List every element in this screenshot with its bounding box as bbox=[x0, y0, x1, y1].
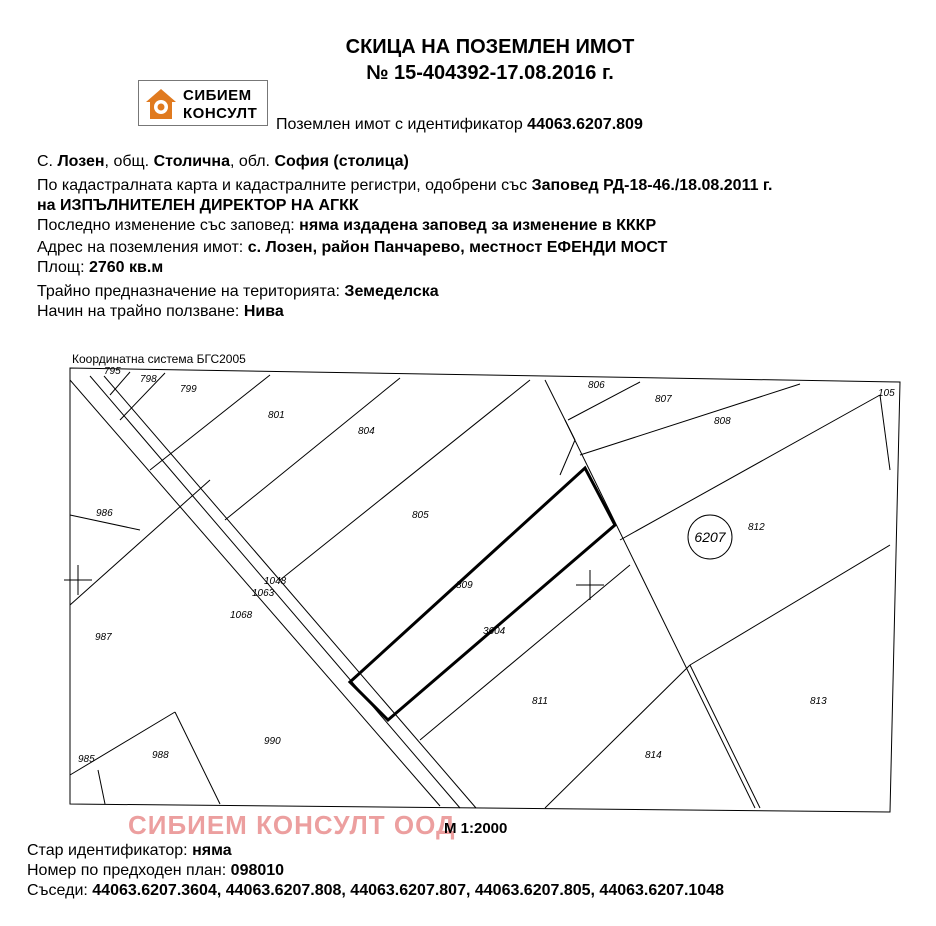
neighbors-value: 44063.6207.3604, 44063.6207.808, 44063.6207.807, 44063.6207.805, 44063.6207.1048 bbox=[92, 882, 724, 899]
region: София (столица) bbox=[274, 153, 409, 170]
region-prefix: , обл. bbox=[229, 153, 270, 170]
coordinate-system: Координатна система БГС2005 bbox=[72, 352, 246, 366]
parcel-label-804: 804 bbox=[358, 426, 375, 437]
old-id-label: Стар идентификатор: bbox=[27, 842, 188, 859]
subject-parcel-809 bbox=[350, 468, 615, 720]
purpose-label: Трайно предназначение на територията: bbox=[37, 283, 340, 300]
sheet-label: 6207 bbox=[694, 529, 726, 545]
parcel-label-806: 806 bbox=[588, 380, 605, 391]
logo-line-2: КОНСУЛТ bbox=[183, 105, 258, 122]
parcel-label-813: 813 bbox=[810, 696, 827, 707]
parcel-label-807: 807 bbox=[655, 394, 672, 405]
prev-plan-value: 098010 bbox=[230, 862, 285, 879]
parcel-label-1048: 1048 bbox=[264, 576, 287, 587]
parcel-label-809: 809 bbox=[456, 580, 473, 591]
address-value: с. Лозен, район Панчарево, местност ЕФЕНДИ МОСТ bbox=[247, 239, 668, 256]
old-id-value: няма bbox=[192, 842, 232, 859]
municipality: Столична bbox=[153, 153, 230, 170]
last-change-label: Последно изменение със заповед: bbox=[37, 217, 295, 234]
parcel-label-988: 988 bbox=[152, 750, 169, 761]
parcel-label-985: 985 bbox=[78, 754, 95, 765]
parcel-label-990: 990 bbox=[264, 736, 281, 747]
usage-value: Нива bbox=[243, 303, 284, 320]
area-value: 2760 кв.м bbox=[88, 259, 164, 276]
logo-line-1: СИБИЕМ bbox=[183, 87, 252, 104]
purpose-value: Земеделска bbox=[344, 283, 439, 300]
parcel-label-3604: 3604 bbox=[483, 626, 506, 637]
parcel-label-805: 805 bbox=[412, 510, 429, 521]
old-identifier-line bbox=[27, 842, 232, 860]
order-value: Заповед РД-18-46./18.08.2011 г. bbox=[531, 177, 773, 194]
order-issuer-text: на ИЗПЪЛНИТЕЛЕН ДИРЕКТОР НА АГКК bbox=[37, 197, 359, 214]
parcel-label-811: 811 bbox=[532, 696, 548, 707]
document-number: № 15-404392-17.08.2016 г. bbox=[366, 62, 614, 84]
map-scale: М 1:2000 bbox=[444, 820, 508, 837]
parcel-label-799: 799 bbox=[180, 384, 197, 395]
parcel-label-795: 795 bbox=[104, 366, 121, 377]
address-label: Адрес на поземления имот: bbox=[37, 239, 244, 256]
road-edge-3 bbox=[104, 376, 476, 808]
neighbors-line bbox=[27, 882, 724, 900]
previous-plan-line bbox=[27, 862, 284, 880]
neighbors-label: Съседи: bbox=[27, 882, 88, 899]
order-text: По кадастралната карта и кадастралните регистри, одобрени със bbox=[37, 177, 528, 194]
parcel-label-812: 812 bbox=[748, 522, 765, 533]
location-prefix: С. bbox=[37, 153, 53, 170]
identifier-label: Поземлен имот с идентификатор bbox=[276, 116, 523, 133]
parcel-label-801: 801 bbox=[268, 410, 285, 421]
prev-plan-label: Номер по предходен план: bbox=[27, 862, 227, 879]
municipality-prefix: , общ. bbox=[104, 153, 150, 170]
parcel-label-105: 105 bbox=[878, 388, 895, 399]
parcel-label-986: 986 bbox=[96, 508, 113, 519]
parcel-label-987: 987 bbox=[95, 632, 112, 643]
parcel-label-814: 814 bbox=[645, 750, 662, 761]
watermark: СИБИЕМ КОНСУЛТ ООД bbox=[128, 810, 456, 840]
parcel-label-808: 808 bbox=[714, 416, 731, 427]
area-label: Площ: bbox=[37, 259, 85, 276]
parcel-label-1068: 1068 bbox=[230, 610, 253, 621]
document-title: СКИЦА НА ПОЗЕМЛЕН ИМОТ bbox=[345, 36, 635, 58]
village: Лозен bbox=[57, 153, 105, 170]
last-change-value: няма издадена заповед за изменение в КККР bbox=[299, 217, 657, 234]
usage-label: Начин на трайно ползване: bbox=[37, 303, 240, 320]
identifier-value: 44063.6207.809 bbox=[527, 116, 643, 133]
parcel-label-1063: 1063 bbox=[252, 588, 275, 599]
parcel-label-798: 798 bbox=[140, 374, 157, 385]
